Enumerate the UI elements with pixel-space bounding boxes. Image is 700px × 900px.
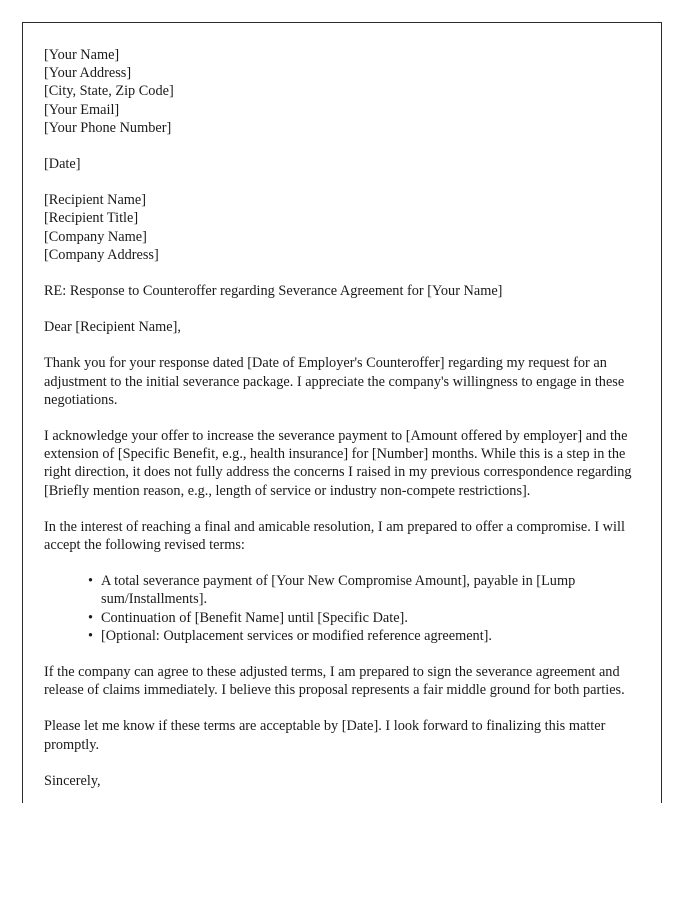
letter-content	[44, 46, 643, 790]
body-paragraph-1: Thank you for your response dated [Date of Employer's Counteroffer] regarding my request for an adjustment to the initial severance package. I appreciate the company's willingness to engage in these negotiations.	[44, 355, 625, 408]
sender-line-address: [Your Address]	[44, 65, 132, 82]
recipient-line-name: [Recipient Name]	[44, 192, 147, 209]
closing-line: Sincerely,	[44, 772, 101, 789]
subject-line: RE: Response to Counteroffer regarding Severance Agreement for [Your Name]	[44, 283, 503, 300]
salutation: Dear [Recipient Name],	[44, 319, 181, 336]
recipient-line-title: [Recipient Title]	[44, 210, 139, 227]
sender-line-email: [Your Email]	[44, 101, 120, 118]
list-item: • Continuation of [Benefit Name] until [Specific Date].	[88, 609, 643, 627]
list-item: • A total severance payment of [Your New Compromise Amount], payable in [Lump sum/Installments].	[88, 572, 643, 608]
revised-terms-list	[44, 572, 643, 645]
body-paragraph-3: In the interest of reaching a final and amicable resolution, I am prepared to offer a compromise. I will accept the following revised terms:	[44, 518, 625, 554]
sender-line-name: [Your Name]	[44, 47, 120, 63]
sender-line-city-state-zip: [City, State, Zip Code]	[44, 83, 174, 100]
list-item: • [Optional: Outplacement services or modified reference agreement].	[88, 627, 643, 645]
sender-address-block	[44, 46, 643, 137]
date-line: [Date]	[44, 156, 81, 173]
body-paragraph-5: Please let me know if these terms are acceptable by [Date]. I look forward to finalizing this matter promptly.	[44, 718, 606, 753]
recipient-line-company: [Company Name]	[44, 228, 147, 245]
body-paragraph-4: If the company can agree to these adjusted terms, I am prepared to sign the severance agreement and release of claims immediately. I believe this proposal represents a fair middle ground for both parties.	[44, 664, 625, 699]
recipient-line-company-address: [Company Address]	[44, 246, 159, 263]
sender-line-phone: [Your Phone Number]	[44, 119, 172, 136]
letter-page	[22, 22, 662, 803]
recipient-address-block	[44, 191, 643, 264]
body-paragraph-2: I acknowledge your offer to increase the severance payment to [Amount offered by employer] and the extension of [Specific Benefit, e.g., health insurance] for [Number] months. While this is a step in the right direction, it does not fully address the concerns I raised in my previous correspondence regarding [Briefly mention reason, e.g., length of service or industry non-compete restrictions].	[44, 428, 632, 499]
